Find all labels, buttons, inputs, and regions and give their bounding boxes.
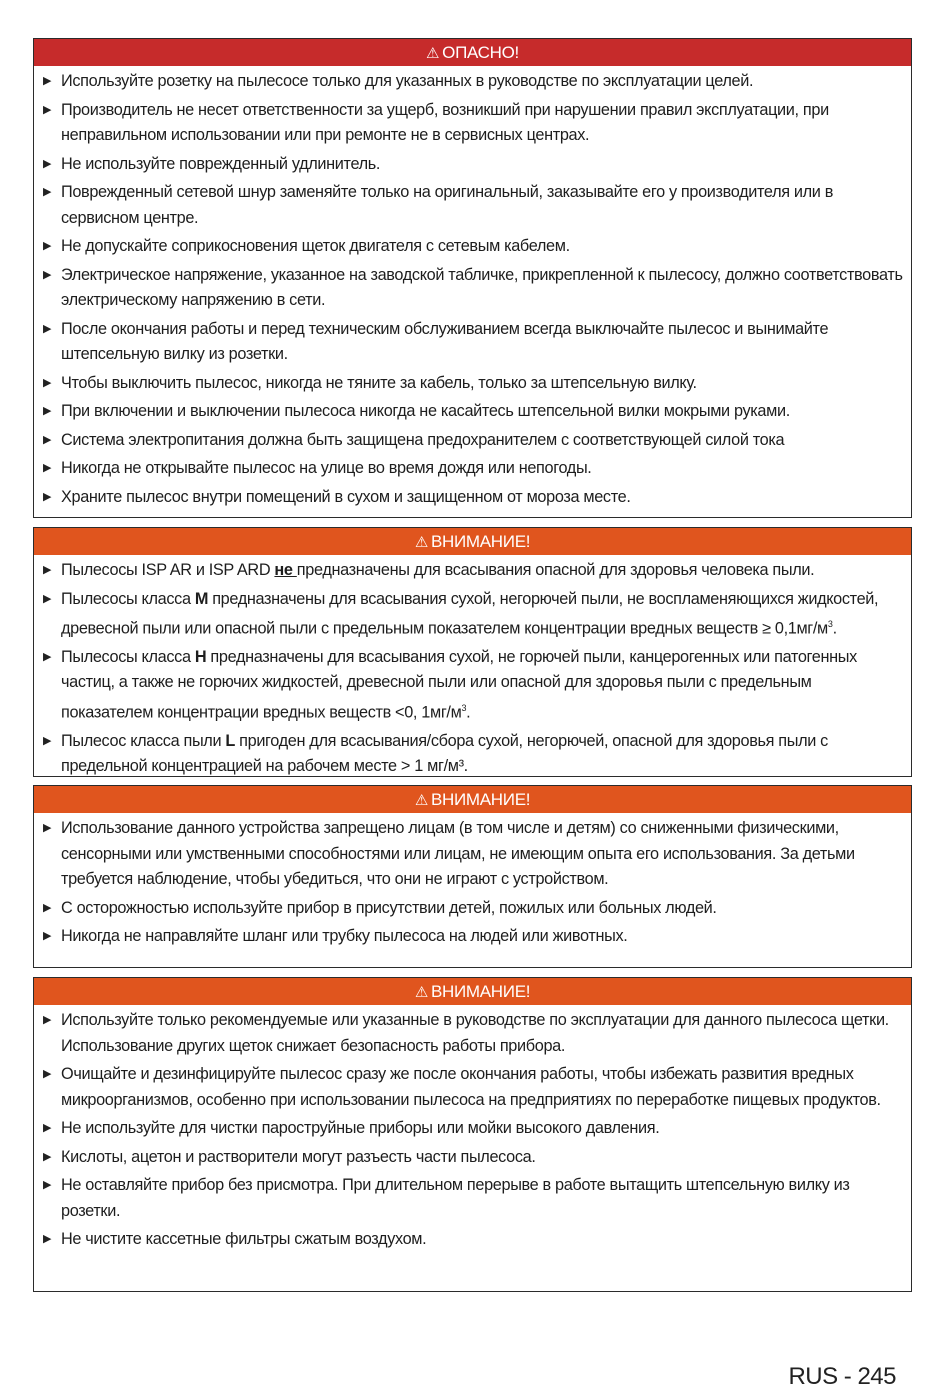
bullet-arrow-icon: ▶ bbox=[43, 405, 52, 417]
list-item: ▶ Не используйте для чистки пароструйные приборы или мойки высокого давления. bbox=[43, 1116, 903, 1142]
section-title: ВНИМАНИЕ! bbox=[430, 532, 531, 551]
bullet-arrow-icon: ▶ bbox=[43, 1150, 52, 1163]
warning-triangle-icon: ⚠ bbox=[414, 984, 428, 1001]
section-title: ВНИМАНИЕ! bbox=[430, 982, 531, 1001]
bullet-arrow-icon: ▶ bbox=[43, 376, 52, 389]
list-item: ▶ С осторожностью используйте прибор в присутствии детей, пожилых или больных людей. bbox=[43, 896, 903, 922]
list-item: ▶ Пылесос класса пыли L пригоден для всасывания/сбора сухой, негорючей, опасной для здоровья пыли с предельной концентрацией на рабочем месте > 1 мг/м³. bbox=[43, 729, 903, 780]
bullet-arrow-icon: ▶ bbox=[43, 1179, 52, 1191]
bullet-arrow-icon: ▶ bbox=[43, 1122, 52, 1134]
bullet-arrow-icon: ▶ bbox=[43, 490, 52, 503]
list-item: ▶ Пылесосы класса M предназначены для всасывания сухой, негорючей пыли, не воспламеняющихся жидкостей, древесной пыли или опасной пыли с предельным показателем концентрации вредных веществ ≥ $0,1мг/м^3$. bbox=[43, 587, 903, 642]
bullet-arrow-icon: ▶ bbox=[43, 1233, 52, 1245]
list-item: ▶ Пылесосы класса H предназначены для всасывания сухой, не горючей пыли, канцерогенных или патогенных частиц, а также не горючих жидкостей, древесной пыли или опасной для здоровья пыли с предельным показателем концентрации вредных веществ <0, $1мг/м^3$. bbox=[43, 645, 903, 726]
list-item: ▶ Никогда не направляйте шланг или трубку пылесоса на людей или животных. bbox=[43, 924, 903, 950]
warning-header bbox=[34, 786, 911, 813]
warning-list bbox=[34, 813, 911, 950]
bullet-arrow-icon: ▶ bbox=[43, 734, 52, 747]
list-item: ▶ При включении и выключении пылесоса никогда не касайтесь штепсельной вилки мокрыми руками. bbox=[43, 399, 903, 425]
list-item: ▶ Система электропитания должна быть защищена предохранителем с соответствующей силой тока bbox=[43, 428, 903, 454]
warning-list bbox=[34, 555, 911, 780]
list-item: ▶ Храните пылесос внутри помещений в сухом и защищенном от мороза месте. bbox=[43, 485, 903, 511]
list-item: ▶ Чтобы выключить пылесос, никогда не тяните за кабель, только за штепсельную вилку. bbox=[43, 371, 903, 397]
list-item: ▶ Никогда не открывайте пылесос на улице во время дождя или непогоды. bbox=[43, 456, 903, 482]
bullet-arrow-icon: ▶ bbox=[43, 75, 52, 87]
warning-section-dust-classes bbox=[33, 527, 912, 777]
bullet-arrow-icon: ▶ bbox=[43, 1068, 52, 1080]
warning-header bbox=[34, 528, 911, 555]
bullet-arrow-icon: ▶ bbox=[43, 268, 52, 281]
warning-triangle-icon: ⚠ bbox=[414, 534, 428, 551]
list-item: ▶ Очищайте и дезинфицируйте пылесос сразу же после окончания работы, чтобы избежать развития вредных микроорганизмов, особенно при использовании пылесоса на предприятиях по переработке пищевых продуктов. bbox=[43, 1062, 903, 1113]
warning-triangle-icon: ⚠ bbox=[414, 792, 428, 809]
danger-section bbox=[33, 38, 912, 518]
list-item: ▶ Используйте розетку на пылесосе только для указанных в руководстве по эксплуатации целей. bbox=[43, 69, 903, 95]
bullet-arrow-icon: ▶ bbox=[43, 433, 52, 446]
list-item: ▶ Не чистите кассетные фильтры сжатым воздухом. bbox=[43, 1227, 903, 1253]
bullet-arrow-icon: ▶ bbox=[43, 157, 52, 170]
bullet-arrow-icon: ▶ bbox=[43, 240, 52, 252]
bullet-arrow-icon: ▶ bbox=[43, 564, 52, 576]
list-item: ▶ Используйте только рекомендуемые или указанные в руководстве по эксплуатации для данного пылесоса щетки. Использование других щеток снижает безопасность работы прибора. bbox=[43, 1008, 903, 1059]
bullet-arrow-icon: ▶ bbox=[43, 322, 52, 335]
bullet-arrow-icon: ▶ bbox=[43, 650, 52, 663]
warning-section-persons bbox=[33, 785, 912, 968]
list-item: ▶ Не допускайте соприкосновения щеток двигателя с сетевым кабелем. bbox=[43, 234, 903, 260]
list-item: ▶ После окончания работы и перед техническим обслуживанием всегда выключайте пылесос и вынимайте штепсельную вилку из розетки. bbox=[43, 317, 903, 368]
list-item: ▶ Использование данного устройства запрещено лицам (в том числе и детям) со сниженными физическими, сенсорными или умственными способностями или лицам, не имеющим опыта его использования. За детьми требуется наблюдение, чтобы убедиться, что они не играют с устройством. bbox=[43, 816, 903, 893]
bullet-arrow-icon: ▶ bbox=[43, 103, 52, 116]
bullet-arrow-icon: ▶ bbox=[43, 901, 52, 914]
list-item: ▶ Поврежденный сетевой шнур заменяйте только на оригинальный, заказывайте его у производителя или в сервисном центре. bbox=[43, 180, 903, 231]
list-item: ▶ Кислоты, ацетон и растворители могут разъесть части пылесоса. bbox=[43, 1145, 903, 1171]
bullet-arrow-icon: ▶ bbox=[43, 592, 52, 605]
list-item: ▶ Не оставляйте прибор без присмотра. При длительном перерыве в работе вытащить штепсельную вилку из розетки. bbox=[43, 1173, 903, 1224]
warning-triangle-icon: ⚠ bbox=[426, 45, 440, 62]
section-title: ВНИМАНИЕ! bbox=[430, 790, 531, 809]
warning-header bbox=[34, 978, 911, 1005]
list-item: ▶ Производитель не несет ответственности за ущерб, возникший при нарушении правил эксплуатации, при неправильном использовании или при ремонте не в сервисных центрах. bbox=[43, 98, 903, 149]
list-item: ▶ Пылесосы ISP AR и ISP ARD не предназначены для всасывания опасной для здоровья человека пыли. bbox=[43, 558, 903, 584]
danger-header bbox=[34, 39, 911, 66]
page-number: RUS - 245 bbox=[788, 1363, 896, 1390]
danger-list bbox=[34, 66, 911, 510]
bullet-arrow-icon: ▶ bbox=[43, 462, 52, 474]
bullet-arrow-icon: ▶ bbox=[43, 930, 52, 942]
bullet-arrow-icon: ▶ bbox=[43, 1014, 52, 1026]
list-item: ▶ Электрическое напряжение, указанное на заводской табличке, прикрепленной к пылесосу, должно соответствовать электрическому напряжению в сети. bbox=[43, 263, 903, 314]
section-title: ОПАСНО! bbox=[442, 43, 519, 62]
bullet-arrow-icon: ▶ bbox=[43, 186, 52, 198]
bullet-arrow-icon: ▶ bbox=[43, 822, 52, 834]
warning-list bbox=[34, 1005, 911, 1253]
list-item: ▶ Не используйте поврежденный удлинитель. bbox=[43, 152, 903, 178]
warning-section-maintenance bbox=[33, 977, 912, 1292]
